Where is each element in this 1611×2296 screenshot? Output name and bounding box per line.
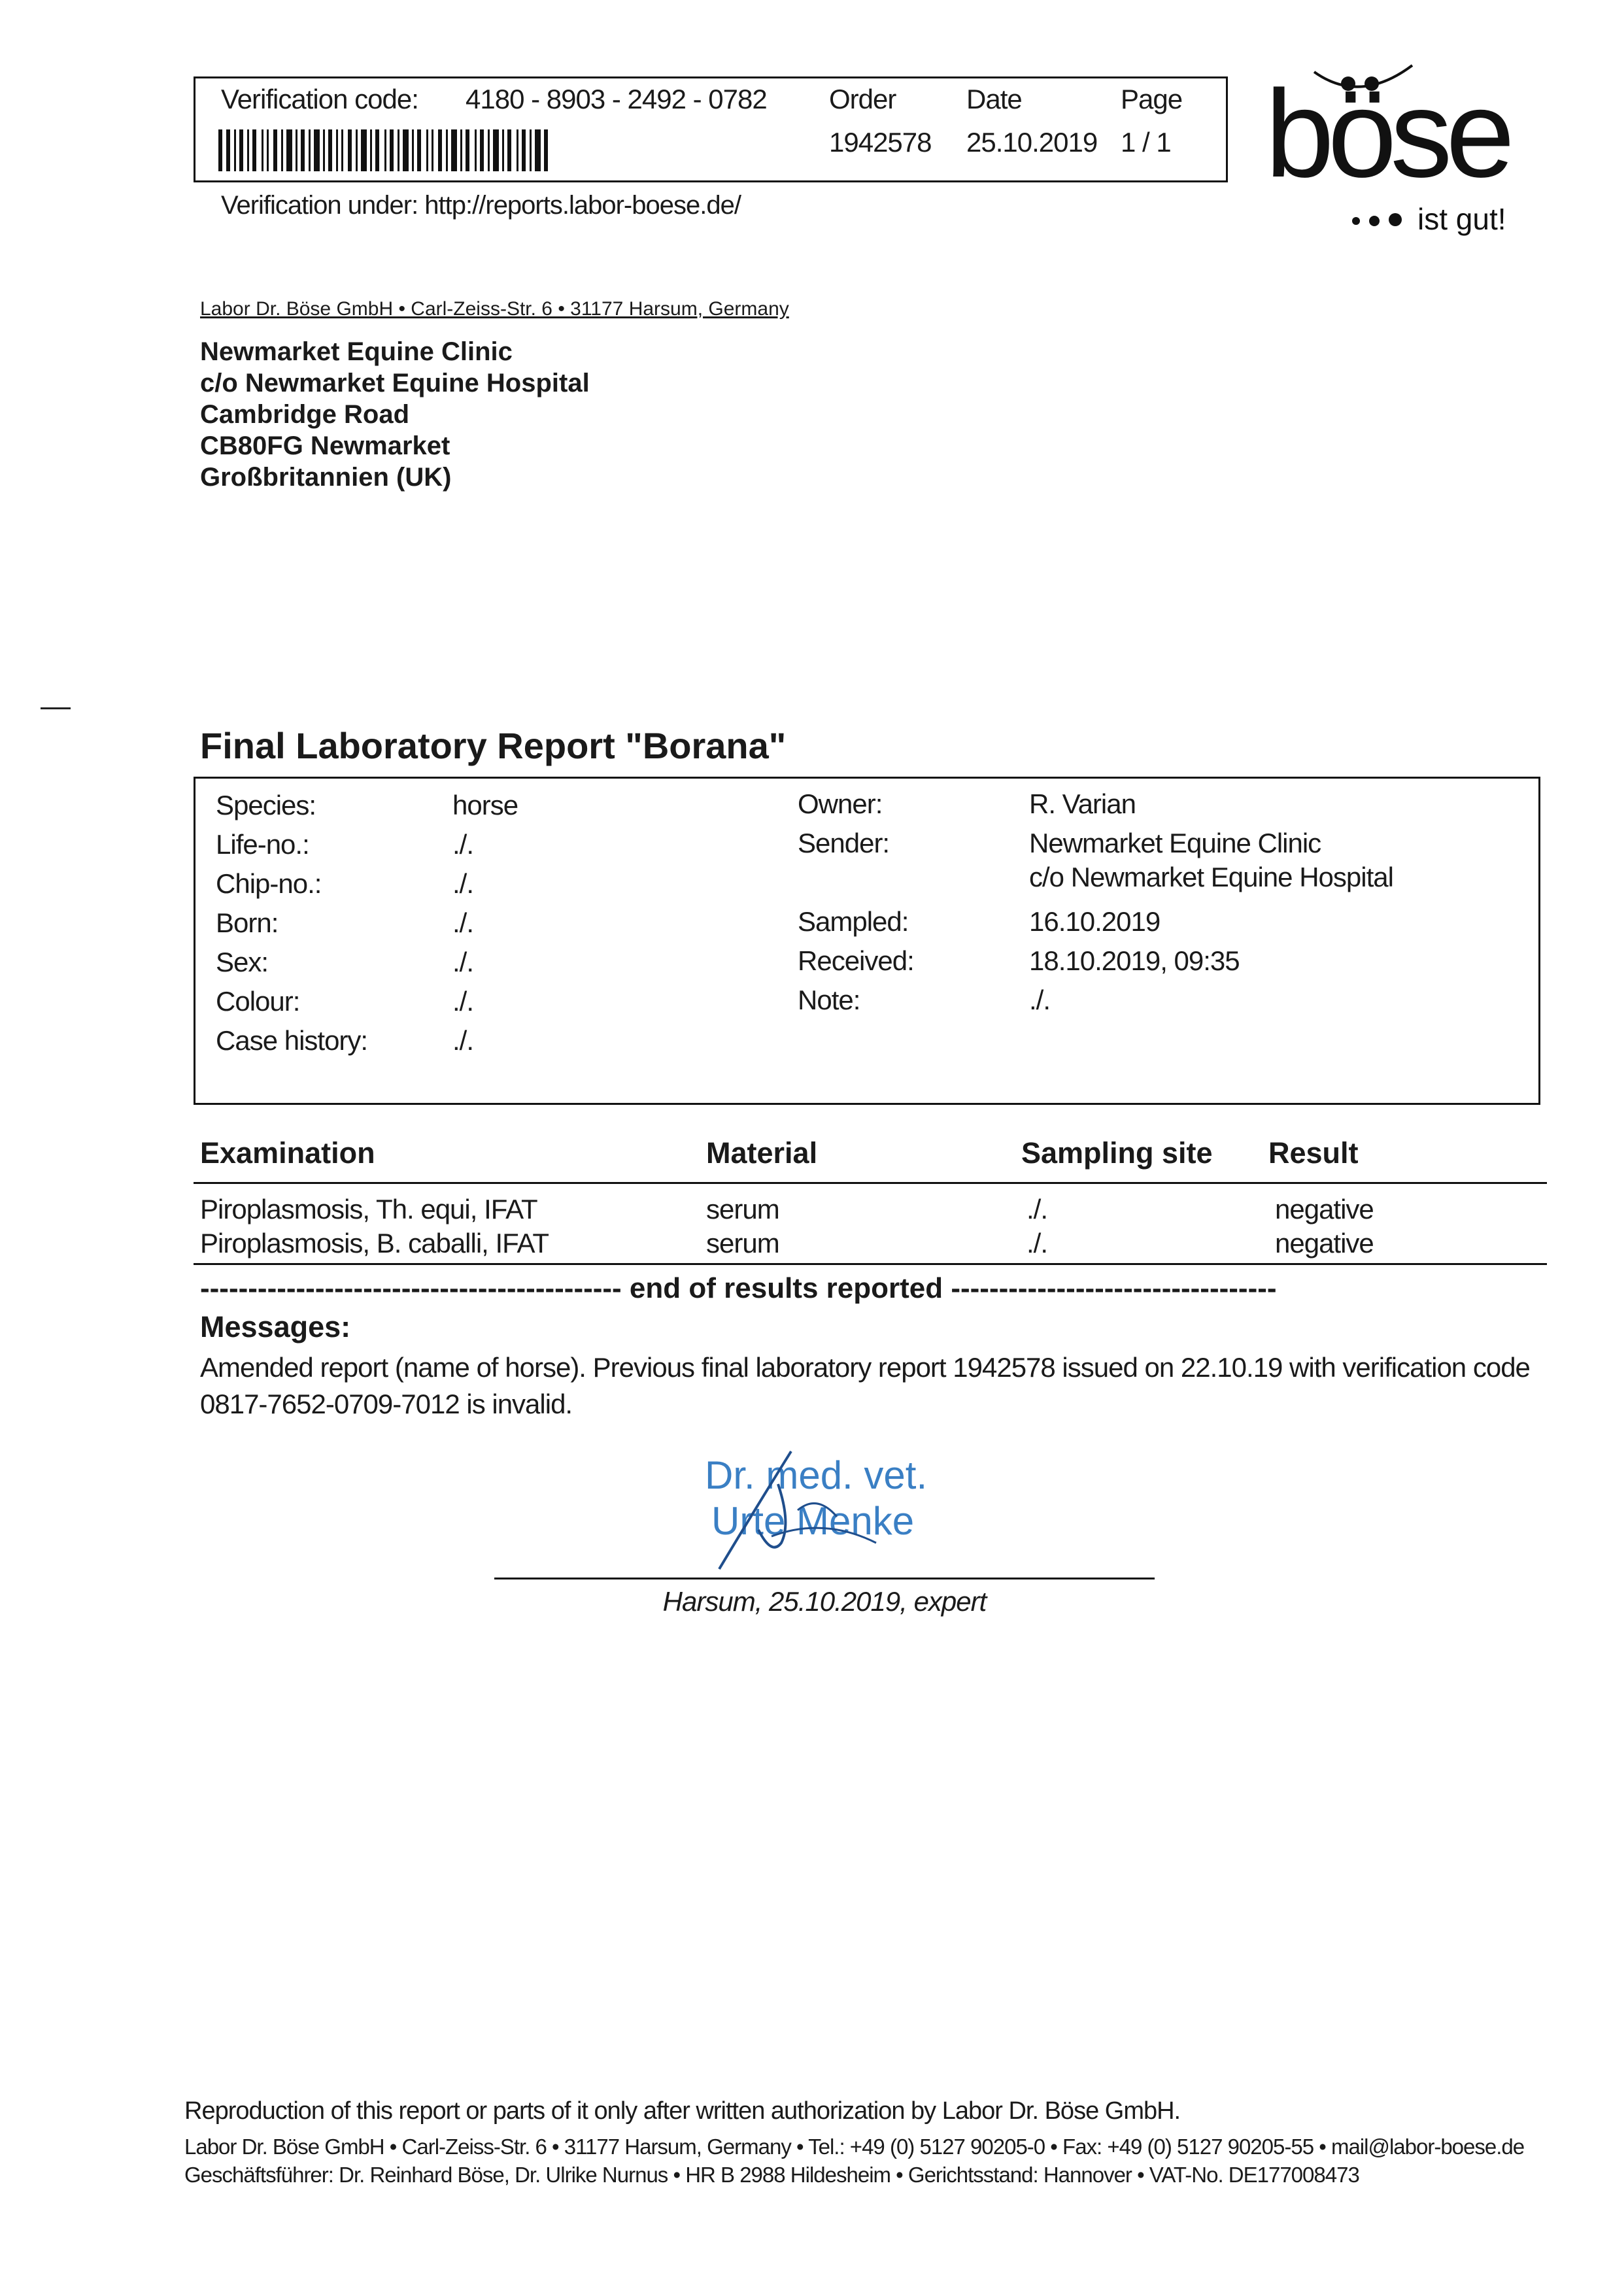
table-cell-sampling-site: ./. xyxy=(1026,1194,1048,1224)
table-cell-sampling-site: ./. xyxy=(1026,1228,1048,1258)
handwritten-signature xyxy=(680,1445,968,1576)
table-header-material: Material xyxy=(706,1136,818,1170)
info-label: Owner: xyxy=(798,788,883,819)
signature-place-date: Harsum, 25.10.2019, expert xyxy=(662,1586,987,1617)
info-label: Colour: xyxy=(216,986,300,1017)
verification-code-value: 4180 - 8903 - 2492 - 0782 xyxy=(466,84,767,114)
address-line: Großbritannien (UK) xyxy=(200,463,452,492)
info-label: Note: xyxy=(798,985,860,1015)
signature-stamp-line: Urte Menke xyxy=(711,1499,915,1543)
footer-contact: Labor Dr. Böse GmbH • Carl-Zeiss-Str. 6 • 31177 Harsum, Germany • Tel.: +49 (0) 5127 90205-0 • Fax: +49 (0) 5127 90205-55 • mail@labor-boese.de xyxy=(184,2135,1525,2159)
verification-code-label: Verification code: xyxy=(221,84,418,114)
address-line: Newmarket Equine Clinic xyxy=(200,337,513,366)
info-label: Life-no.: xyxy=(216,829,309,860)
patient-info-box xyxy=(194,777,1540,1105)
signature-rule xyxy=(494,1578,1155,1579)
info-label: Chip-no.: xyxy=(216,868,322,899)
table-header-rule xyxy=(194,1182,1547,1184)
date-label: Date xyxy=(966,84,1022,114)
signature-stamp-line: Dr. med. vet. xyxy=(705,1453,928,1497)
logo-wordmark: böse xyxy=(1265,65,1509,203)
logo-dots-icon xyxy=(1347,204,1412,233)
table-cell-result: negative xyxy=(1275,1194,1374,1224)
page-label: Page xyxy=(1121,84,1183,114)
info-value: c/o Newmarket Equine Hospital xyxy=(1029,862,1393,892)
info-label: Case history: xyxy=(216,1025,368,1056)
info-value: ./. xyxy=(452,829,474,860)
info-value: R. Varian xyxy=(1029,788,1136,819)
footer-reproduction-notice: Reproduction of this report or parts of it only after written authorization by Labor Dr. Böse GmbH. xyxy=(184,2097,1181,2125)
table-cell-material: serum xyxy=(706,1228,779,1258)
table-cell-examination: Piroplasmosis, Th. equi, IFAT xyxy=(200,1194,537,1224)
info-label: Sampled: xyxy=(798,906,909,937)
report-title: Final Laboratory Report "Borana" xyxy=(200,725,787,766)
order-label: Order xyxy=(829,84,896,114)
info-value: Newmarket Equine Clinic xyxy=(1029,828,1321,858)
table-cell-material: serum xyxy=(706,1194,779,1224)
info-value: ./. xyxy=(452,986,474,1017)
end-of-results-marker: -------------------------------------------- end of results reported ---------------------------------- xyxy=(200,1272,1277,1304)
info-label: Sex: xyxy=(216,947,269,977)
logo-tagline: ist gut! xyxy=(1417,202,1506,236)
sender-return-address: Labor Dr. Böse GmbH • Carl-Zeiss-Str. 6 • 31177 Harsum, Germany xyxy=(200,298,789,320)
address-line: CB80FG Newmarket xyxy=(200,431,450,460)
verification-url: Verification under: http://reports.labor-boese.de/ xyxy=(221,191,741,220)
footer-legal: Geschäftsführer: Dr. Reinhard Böse, Dr. Ulrike Nurnus • HR B 2988 Hildesheim • Gerichtsstand: Hannover • VAT-No. DE177008473 xyxy=(184,2163,1359,2187)
barcode xyxy=(218,129,549,171)
info-label: Species: xyxy=(216,790,316,820)
info-label: Received: xyxy=(798,945,914,976)
messages-heading: Messages: xyxy=(200,1310,351,1343)
address-line: c/o Newmarket Equine Hospital xyxy=(200,369,590,397)
info-value: ./. xyxy=(452,868,474,899)
info-value: 16.10.2019 xyxy=(1029,906,1161,937)
page-value: 1 / 1 xyxy=(1121,127,1171,158)
fold-mark xyxy=(41,707,71,709)
info-value: ./. xyxy=(452,1025,474,1056)
order-value: 1942578 xyxy=(829,127,932,158)
messages-text: Amended report (name of horse). Previous final laboratory report 1942578 issued on 22.10.19 with verification code 0817-7652-0709-7012 is invalid. xyxy=(200,1352,1530,1419)
info-value: ./. xyxy=(452,907,474,938)
date-value: 25.10.2019 xyxy=(966,127,1098,158)
table-cell-examination: Piroplasmosis, B. caballi, IFAT xyxy=(200,1228,549,1258)
info-label: Born: xyxy=(216,907,279,938)
table-cell-result: negative xyxy=(1275,1228,1374,1258)
table-header-examination: Examination xyxy=(200,1136,375,1170)
table-header-result: Result xyxy=(1268,1136,1359,1170)
address-line: Cambridge Road xyxy=(200,400,410,429)
info-label: Sender: xyxy=(798,828,890,858)
info-value: 18.10.2019, 09:35 xyxy=(1029,945,1240,976)
table-header-sampling-site: Sampling site xyxy=(1021,1136,1213,1170)
table-bottom-rule xyxy=(194,1263,1547,1265)
info-value: ./. xyxy=(1029,985,1051,1015)
info-value: ./. xyxy=(452,947,474,977)
info-value: horse xyxy=(452,790,518,820)
